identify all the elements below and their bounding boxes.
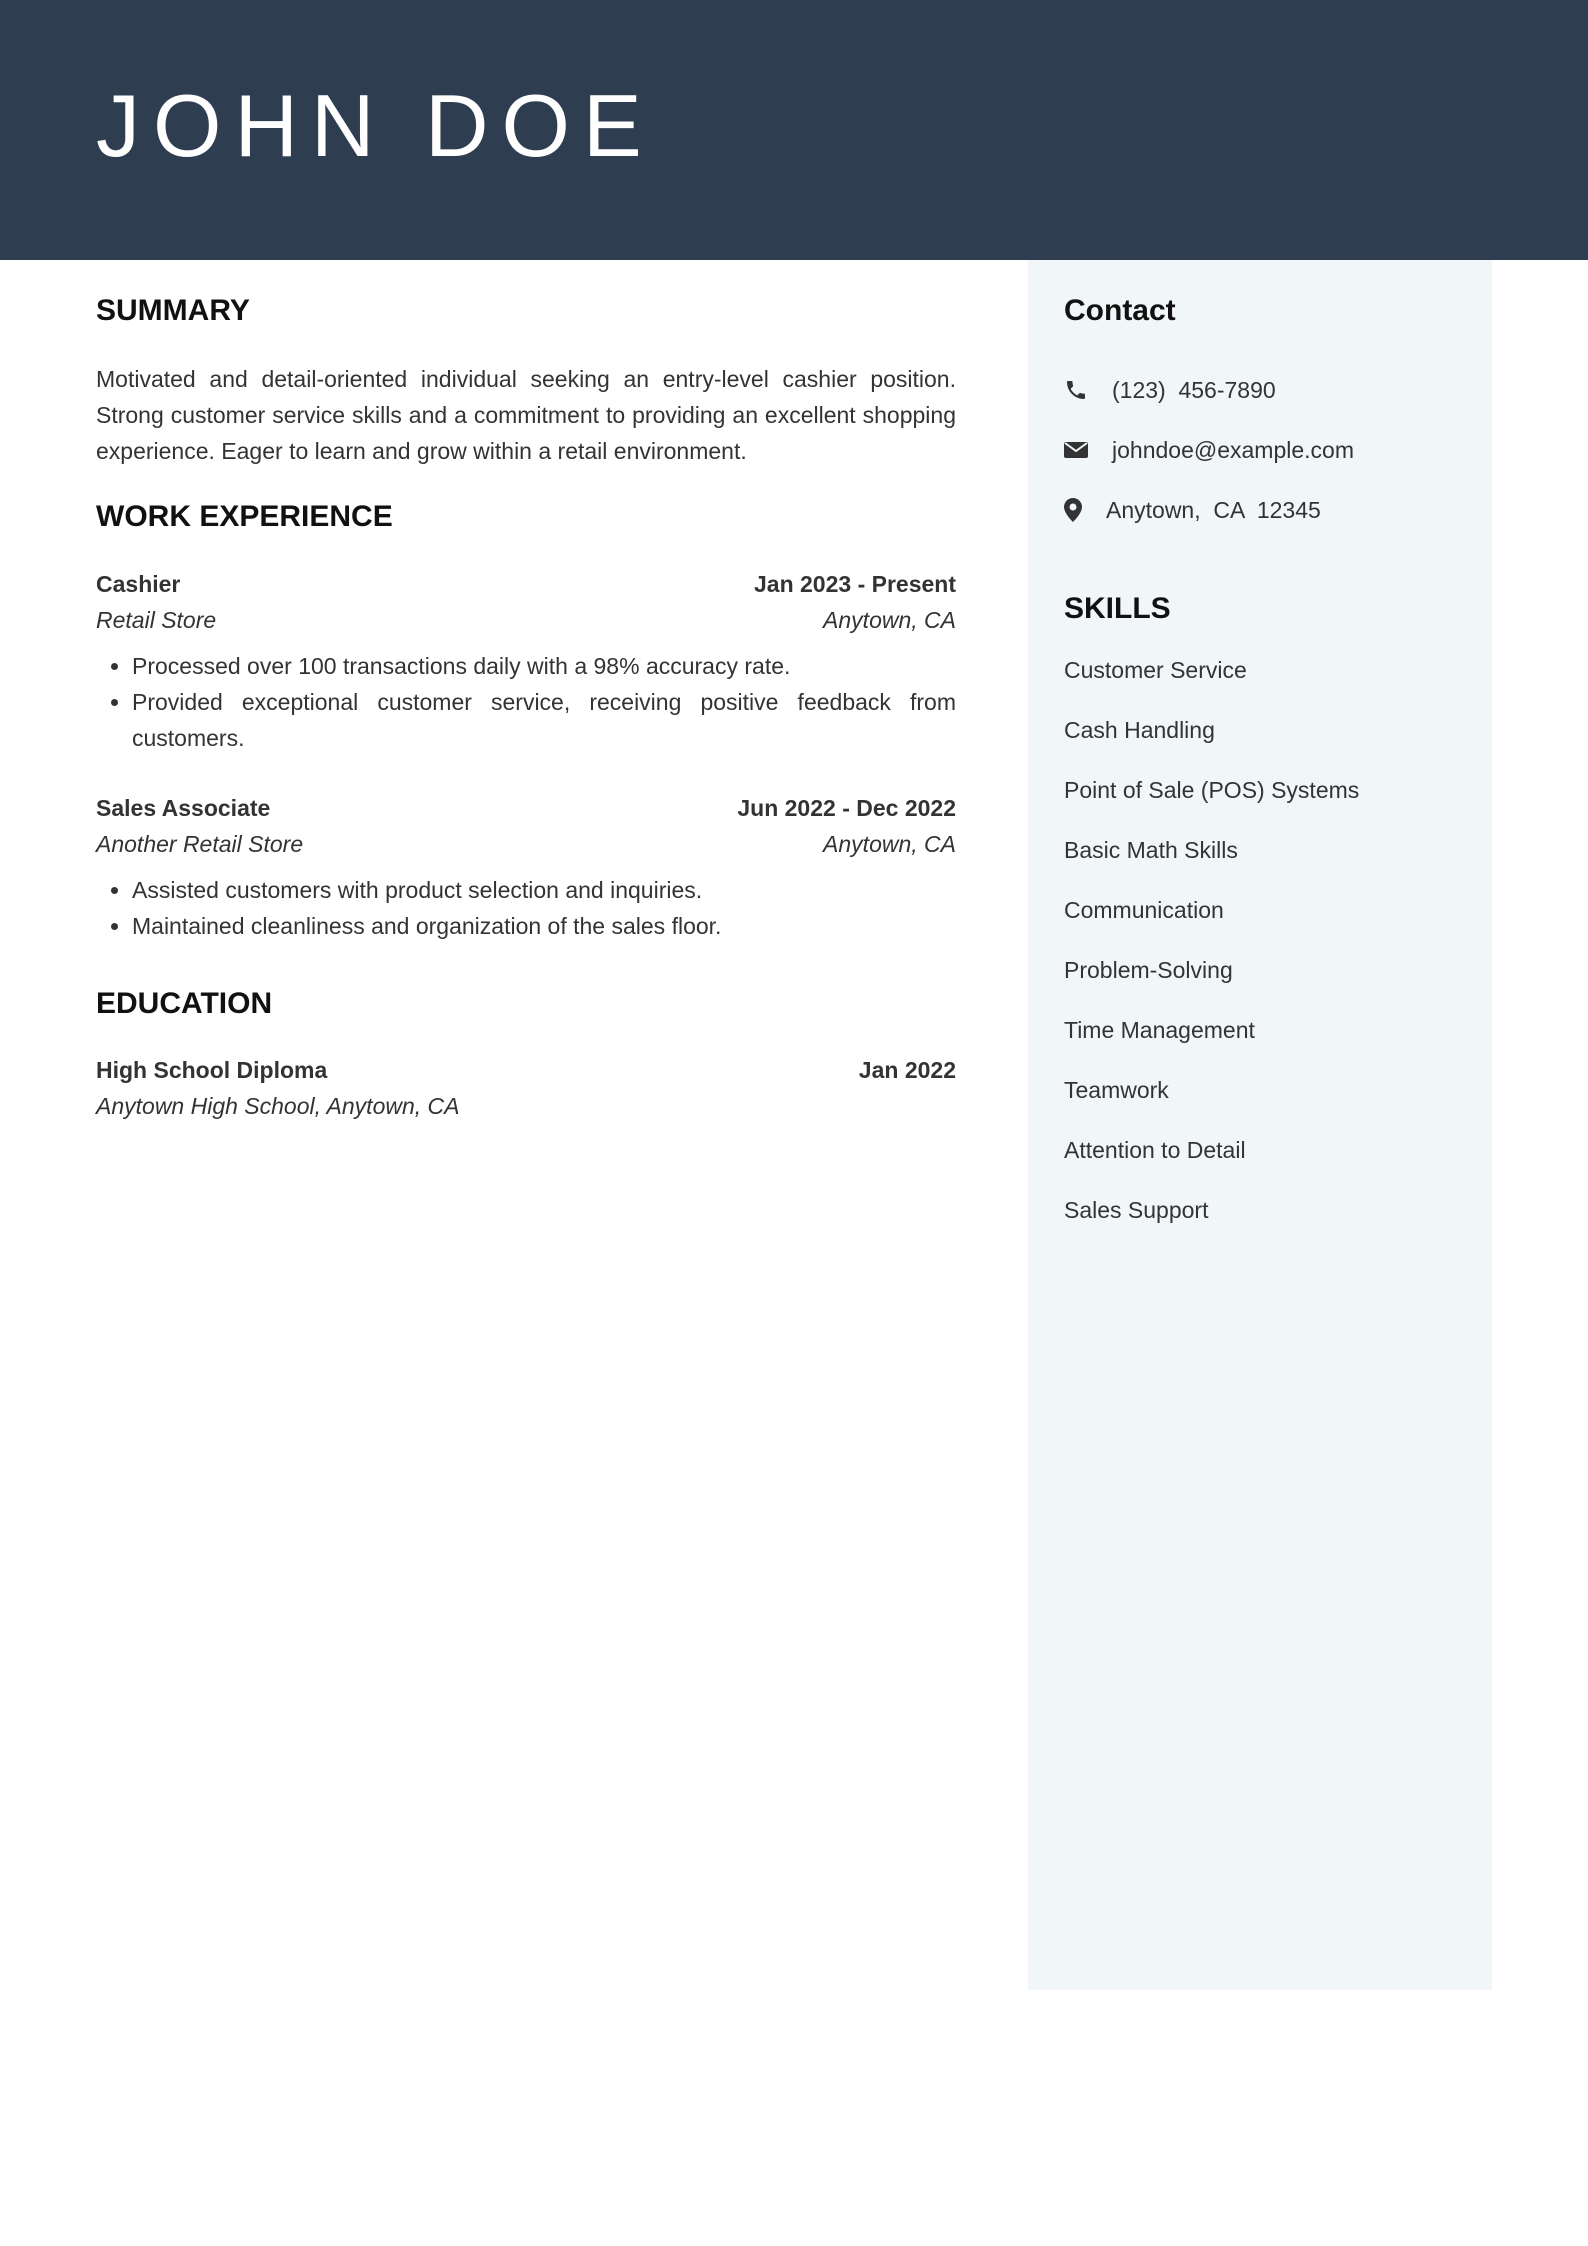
education-degree: High School Diploma [96,1057,328,1083]
job-location: Anytown, CA [823,831,956,857]
education-heading: EDUCATION [96,987,273,1020]
skill-item: Sales Support [1064,1197,1209,1223]
education-entry [96,1052,956,1124]
skill-item: Teamwork [1064,1077,1169,1103]
job-entry [96,566,956,756]
skill-item: Communication [1064,897,1224,923]
header-banner [0,0,1588,260]
sidebar [1028,260,1492,1990]
skill-item: Point of Sale (POS) Systems [1064,777,1360,803]
summary-text: Motivated and detail-oriented individual seeking an entry-level cashier position. Strong customer service skills and a commitment to providing an excellent shopping experience. Eager to learn and grow within a retail environment. [96,366,956,464]
work-experience-heading: WORK EXPERIENCE [96,500,393,533]
skill-item: Cash Handling [1064,717,1215,743]
contact-phone-text: (123) 456-7890 [1112,376,1276,403]
contact-heading: Contact [1064,294,1176,327]
candidate-name: JOHN DOE [96,76,655,175]
skill-item: Problem-Solving [1064,957,1233,983]
skill-item: Basic Math Skills [1064,837,1238,863]
job-role: Cashier [96,571,181,597]
education-date: Jan 2022 [858,1057,956,1083]
job-bullet: • Maintained cleanliness and organization of the sales floor. [132,908,956,944]
job-bullets [96,872,956,944]
contact-email [1064,434,1354,466]
contact-address-text: Anytown, CA 12345 [1106,496,1321,523]
job-location: Anytown, CA [823,607,956,633]
skill-item: Customer Service [1064,657,1247,683]
contact-address [1064,494,1321,526]
job-company: Another Retail Store [96,831,304,857]
skills-list [1064,658,1359,1258]
job-bullet: • Processed over 100 transactions daily with a 98% accuracy rate. [132,648,956,684]
skill-item: Time Management [1064,1017,1255,1043]
education-school: Anytown High School, Anytown, CA [96,1093,460,1119]
envelope-icon [1064,440,1112,460]
phone-icon [1064,378,1112,402]
job-bullet: • Assisted customers with product selection and inquiries. [132,872,956,908]
skills-heading: SKILLS [1064,592,1171,625]
skill-item: Attention to Detail [1064,1137,1246,1163]
job-company: Retail Store [96,607,217,633]
job-role: Sales Associate [96,795,271,821]
job-dates: Jun 2022 - Dec 2022 [737,795,956,821]
summary-heading: SUMMARY [96,294,250,327]
job-bullet: • Provided exceptional customer service, receiving positive feedback from customers. [132,684,956,756]
contact-phone [1064,374,1276,406]
job-entry [96,790,956,944]
job-bullets [96,648,956,756]
contact-email-text[interactable]: johndoe@example.com [1112,436,1354,463]
map-pin-icon [1064,498,1106,522]
job-dates: Jan 2023 - Present [753,571,956,597]
